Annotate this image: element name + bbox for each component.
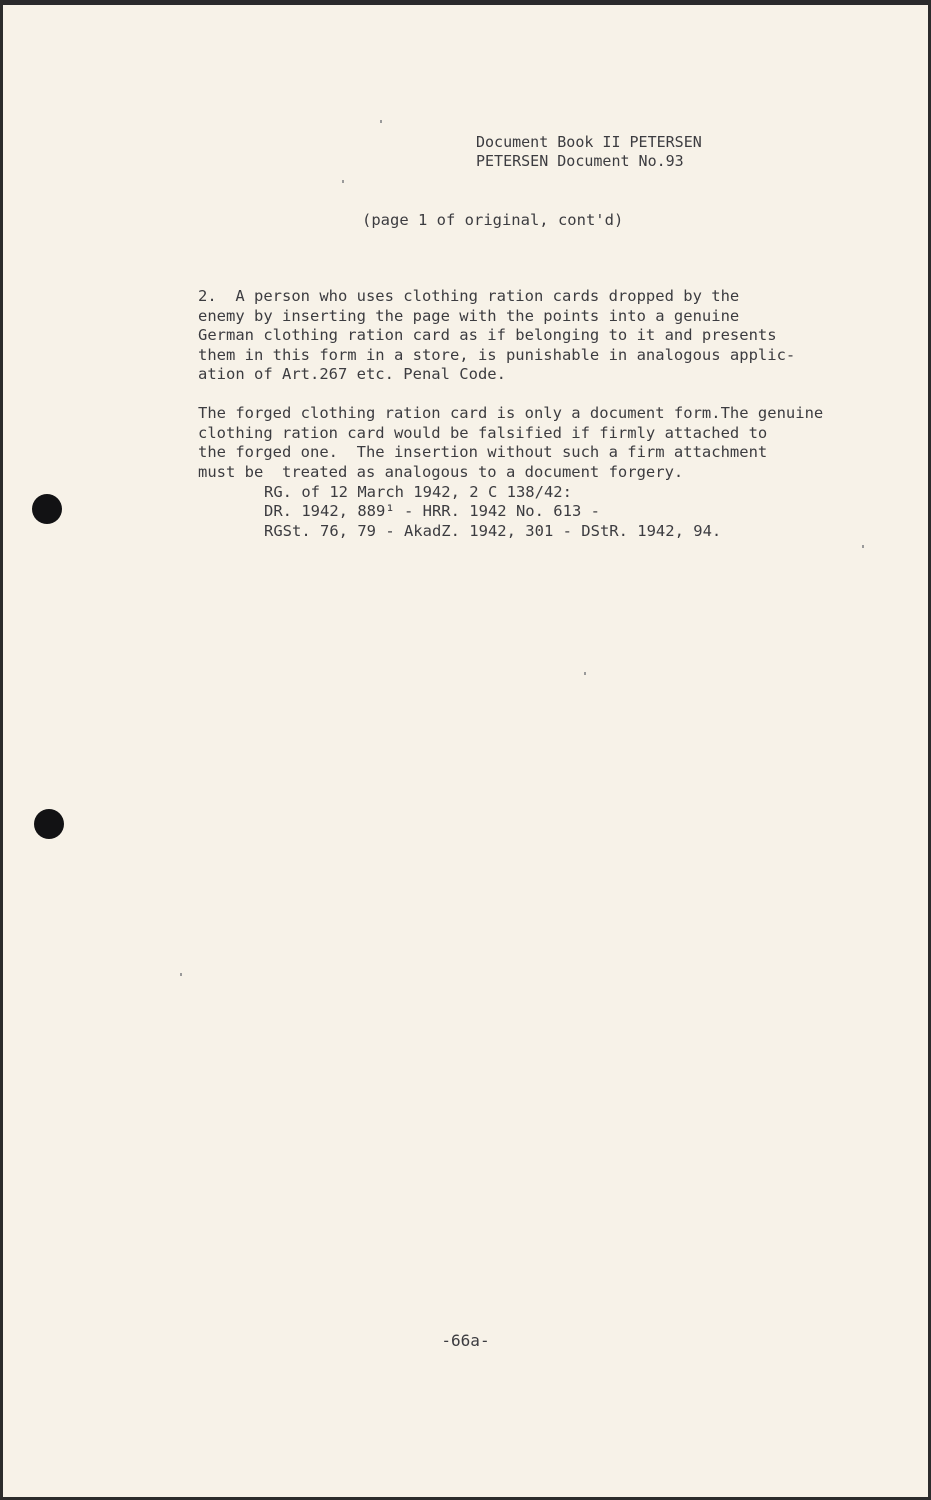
page-number: -66a- (441, 1331, 490, 1350)
scan-speck (342, 180, 344, 183)
paragraph-1-line: enemy by inserting the page with the points into a genuine (198, 307, 740, 325)
scan-speck (584, 672, 586, 675)
subheading: (page 1 of original, cont'd) (362, 211, 624, 229)
citation-line: DR. 1942, 889¹ - HRR. 1942 No. 613 - (264, 502, 600, 520)
scan-edge-left (0, 0, 3, 1500)
scan-edge-top (0, 0, 931, 5)
scan-speck (180, 973, 182, 976)
punch-hole (34, 809, 64, 839)
paragraph-2-line: The forged clothing ration card is only a document form.The genuine (198, 404, 824, 422)
scan-speck (862, 545, 864, 548)
paragraph-1-line: German clothing ration card as if belonging to it and presents (198, 326, 777, 344)
citation-line: RGSt. 76, 79 - AkadZ. 1942, 301 - DStR. 1942, 94. (264, 522, 722, 540)
paragraph-2-line: clothing ration card would be falsified if firmly attached to (198, 424, 768, 442)
paragraph-2-line: must be treated as analogous to a document forgery. (198, 463, 684, 481)
paragraph-1-line: ation of Art.267 etc. Penal Code. (198, 365, 506, 383)
header-line-1: Document Book II PETERSEN (476, 133, 702, 151)
citation-line: RG. of 12 March 1942, 2 C 138/42: (264, 483, 572, 501)
scan-speck (380, 120, 382, 123)
header-line-2: PETERSEN Document No.93 (476, 152, 684, 170)
paragraph-2-line: the forged one. The insertion without such a firm attachment (198, 443, 768, 461)
paragraph-1-line: them in this form in a store, is punishable in analogous applic- (198, 346, 796, 364)
paragraph-1-line: 2. A person who uses clothing ration cards dropped by the (198, 287, 740, 305)
punch-hole (32, 494, 62, 524)
